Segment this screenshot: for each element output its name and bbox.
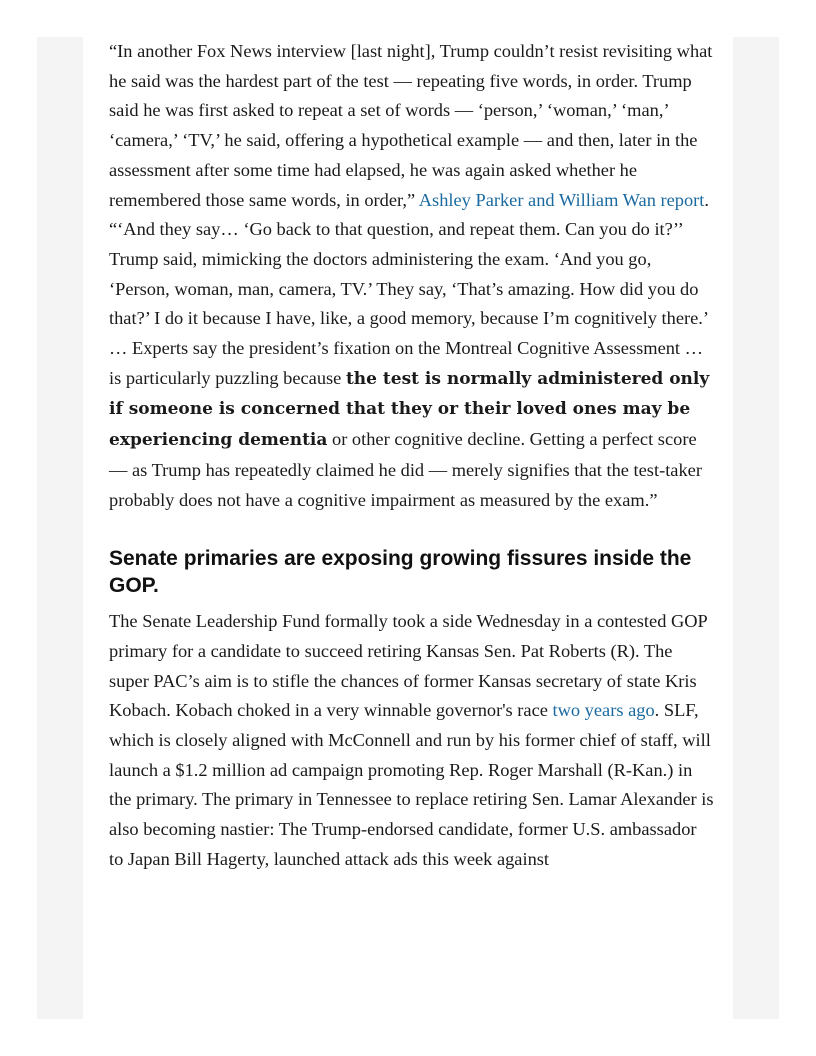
left-margin-panel <box>37 37 83 1019</box>
article-body <box>109 37 714 875</box>
senate-paragraph: The Senate Leadership Fund formally took a side Wednesday in a contested GOP primary for a candidate to succeed retiring Kansas Sen. Pat Roberts (R). The super PAC’s aim is to stifle the chances of former Kansas secretary of state Kris Kobach. Kobach choked in a very winnable governor's race two years ago. SLF, which is closely aligned with McConnell and run by his former chief of staff, will launch a $1.2 million ad campaign promoting Rep. Roger Marshall (R-Kan.) in the primary. The primary in Tennessee to replace retiring Sen. Lamar Alexander is also becoming nastier: The Trump-endorsed candidate, former U.S. ambassador to Japan Bill Hagerty, launched attack ads this week against <box>109 611 714 869</box>
parker-wan-report-link[interactable]: Ashley Parker and William Wan report <box>418 189 705 210</box>
bold-emphasis: the test is normally administered only if someone is concerned that they or their loved ones may be experiencing dementia <box>109 368 710 451</box>
two-years-ago-link[interactable]: two years ago <box>552 700 655 721</box>
section-headline: Senate primaries are exposing growing fissures inside the GOP. <box>109 547 692 598</box>
quote-paragraph: “In another Fox News interview [last night], Trump couldn’t resist revisiting what he said was the hardest part of the test — repeating five words, in order. Trump said he was first asked to repeat a set of words — ‘person,’ ‘woman,’ ‘man,’ ‘camera,’ ‘TV,’ he said, offering a hypothetical example — and then, later in the assessment after some time had elapsed, he was again asked whether he remembered those same words, in order,” Ashley Parker and William Wan report. “‘And they say… ‘Go back to that question, and repeat them. Can you do it?’’ Trump said, mimicking the doctors administering the exam. ‘And you go, ‘Person, woman, man, camera, TV.’ They say, ‘That’s amazing. How did you do that?’ I do it because I have, like, a good memory, because I’m cognitively there.’ … Experts say the president’s fixation on the Montreal Cognitive Assessment … is particularly puzzling because the test is normally administered only if someone is concerned that they or their loved ones may be experiencing dementia or other cognitive decline. Getting a perfect score — as Trump has repeatedly claimed he did — merely signifies that the test-taker probably does not have a cognitive impairment as measured by the exam.” <box>109 41 713 510</box>
right-margin-panel <box>733 37 779 1019</box>
